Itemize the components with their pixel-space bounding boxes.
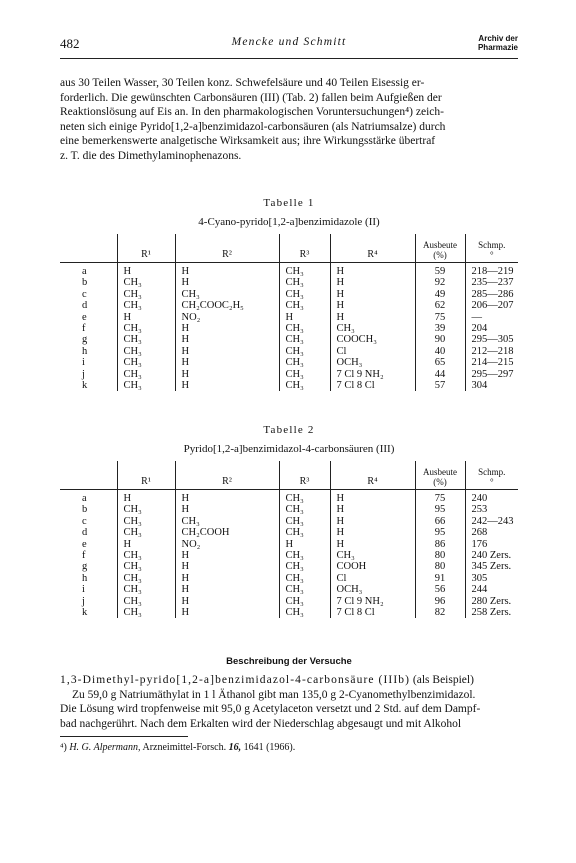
table1-label: Tabelle 1 <box>263 197 315 209</box>
cell-mp: 345 Zers. <box>465 561 518 572</box>
cell-r3: CH₃ <box>279 550 330 561</box>
table-row <box>60 323 518 334</box>
cell-mp: 244 <box>465 584 518 595</box>
row-label: h <box>82 572 88 584</box>
footnote-volume: 16, <box>228 742 242 753</box>
journal-name-line: Archiv der <box>478 34 518 43</box>
cell-r1: CH₃ <box>117 584 175 595</box>
text-line: z. T. die des Dimethylaminophenazons. <box>60 149 242 162</box>
text-line: Die Lösung wird tropfenweise mit 95,0 g Acetylaceton versetzt und 2 Std. auf dem Dampf- <box>60 703 481 716</box>
table-header-row <box>60 234 518 263</box>
table1-title: 4-Cyano-pyrido[1,2-a]benzimidazole (II) <box>198 216 380 228</box>
table-row <box>60 527 518 538</box>
cell-r4: COOCH₃ <box>330 334 415 345</box>
table-row <box>60 550 518 561</box>
cell-r3: CH₃ <box>279 490 330 505</box>
cell-r2: H <box>175 369 279 380</box>
text-line: bad nachgerührt. Nach dem Erkalten wird der Niederschlag abgesaugt und mit Alkohol <box>60 717 462 730</box>
cell-r2: H <box>175 561 279 572</box>
row-label: d <box>82 527 88 539</box>
mp-unit: ° <box>489 477 494 487</box>
column-header-r2: R² <box>175 461 279 490</box>
row-label: g <box>82 561 88 573</box>
cell-r3: CH₃ <box>279 573 330 584</box>
cell-r1: CH₃ <box>117 596 175 607</box>
header-rule <box>60 58 518 59</box>
cell-yield: 82 <box>415 607 465 618</box>
cell-r2: H <box>175 323 279 334</box>
cell-r2: CH₂COOH <box>175 527 279 538</box>
mp-unit: ° <box>489 250 494 260</box>
column-header-r4: R⁴ <box>330 234 415 263</box>
table2-title: Pyrido[1,2-a]benzimidazol-4-carbonsäuren (III) <box>183 443 395 455</box>
table1 <box>60 234 518 391</box>
row-label: j <box>82 368 85 380</box>
table-row <box>60 539 518 550</box>
compound-note: (als Beispiel) <box>412 674 474 686</box>
cell-r3: CH₃ <box>279 561 330 572</box>
cell-r1: CH₃ <box>117 527 175 538</box>
row-label: k <box>82 380 88 392</box>
row-label: i <box>82 357 85 369</box>
footnote-rule <box>60 736 188 737</box>
column-header-mp <box>465 234 518 263</box>
cell-yield: 39 <box>415 323 465 334</box>
table-row <box>60 516 518 527</box>
row-label: c <box>82 288 87 300</box>
cell-yield: 59 <box>415 263 465 278</box>
cell-r1: CH₃ <box>117 277 175 288</box>
table-row <box>60 357 518 368</box>
cell-r4: H <box>330 527 415 538</box>
cell-yield: 95 <box>415 527 465 538</box>
page-header <box>60 34 518 56</box>
cell-yield: 57 <box>415 380 465 391</box>
cell-r3: H <box>279 312 330 323</box>
cell-r2: H <box>175 584 279 595</box>
cell-yield: 49 <box>415 289 465 300</box>
footnote-author: H. G. Alpermann, <box>69 742 141 753</box>
cell-r1: CH₃ <box>117 504 175 515</box>
cell-yield: 56 <box>415 584 465 595</box>
table-row <box>60 263 518 278</box>
cell-r2: H <box>175 504 279 515</box>
cell-yield: 80 <box>415 550 465 561</box>
cell-r2: H <box>175 334 279 345</box>
cell-r3: CH₃ <box>279 346 330 357</box>
cell-r4: OCH₃ <box>330 584 415 595</box>
cell-yield: 75 <box>415 312 465 323</box>
yield-label: Ausbeute <box>423 467 457 477</box>
row-label: b <box>82 277 88 289</box>
cell-r1: CH₃ <box>117 561 175 572</box>
cell-mp: 280 Zers. <box>465 596 518 607</box>
cell-r3: CH₃ <box>279 596 330 607</box>
cell-r4: H <box>330 539 415 550</box>
footnote-pages: 1641 (1966). <box>243 742 296 753</box>
row-label: b <box>82 504 88 516</box>
text-line: Zu 59,0 g Natriumäthylat in 1 l Äthanol gibt man 135,0 g 2-Cyanomethylbenzimidazol. <box>72 688 476 701</box>
cell-r2: H <box>175 573 279 584</box>
text-line: neten sich einige Pyrido[1,2-a]benzimidazol-carbonsäuren (als Natriumsalze) durch <box>60 120 446 133</box>
row-label: a <box>82 266 87 277</box>
cell-yield: 66 <box>415 516 465 527</box>
cell-r4: CH₃ <box>330 323 415 334</box>
row-label: j <box>82 595 85 607</box>
cell-r4: H <box>330 263 415 278</box>
cell-r3: CH₃ <box>279 584 330 595</box>
cell-r4: Cl <box>330 573 415 584</box>
cell-yield: 62 <box>415 300 465 311</box>
cell-yield: 92 <box>415 277 465 288</box>
table-row <box>60 380 518 391</box>
footnote-marker: ⁴) <box>60 742 67 753</box>
column-header <box>60 234 117 263</box>
cell-r1: CH₃ <box>117 380 175 391</box>
section-heading: Beschreibung der Versuche <box>226 656 352 667</box>
cell-r4: H <box>330 312 415 323</box>
cell-r1: CH₃ <box>117 300 175 311</box>
table-row <box>60 300 518 311</box>
cell-r4: H <box>330 490 415 505</box>
yield-unit: (%) <box>433 477 447 487</box>
row-label: d <box>82 300 88 312</box>
table-header-row <box>60 461 518 490</box>
column-header-r4: R⁴ <box>330 461 415 490</box>
cell-r1: CH₃ <box>117 573 175 584</box>
cell-r3: CH₃ <box>279 357 330 368</box>
column-header-r2: R² <box>175 234 279 263</box>
cell-r3: CH₃ <box>279 300 330 311</box>
cell-mp: 285—286 <box>465 289 518 300</box>
column-header-mp <box>465 461 518 490</box>
cell-r3: CH₃ <box>279 323 330 334</box>
cell-r3: CH₃ <box>279 516 330 527</box>
table-row <box>60 289 518 300</box>
table-row <box>60 504 518 515</box>
cell-r1: CH₃ <box>117 289 175 300</box>
cell-mp: 258 Zers. <box>465 607 518 618</box>
cell-mp: 240 Zers. <box>465 550 518 561</box>
cell-r1: CH₃ <box>117 346 175 357</box>
row-label: h <box>82 345 88 357</box>
cell-mp: 295—305 <box>465 334 518 345</box>
cell-r2: H <box>175 550 279 561</box>
compound-heading <box>60 673 518 688</box>
cell-mp: 253 <box>465 504 518 515</box>
row-label: e <box>82 311 87 323</box>
table-row <box>60 561 518 572</box>
text-line: forderlich. Die gewünschten Carbonsäuren (III) (Tab. 2) fallen beim Aufgießen der <box>60 91 442 104</box>
cell-r2: H <box>175 346 279 357</box>
row-label: f <box>82 323 86 335</box>
column-header-r3: R³ <box>279 234 330 263</box>
cell-mp: 204 <box>465 323 518 334</box>
cell-mp: 305 <box>465 573 518 584</box>
cell-r1: CH₃ <box>117 357 175 368</box>
cell-yield: 75 <box>415 490 465 505</box>
cell-r2: H <box>175 263 279 278</box>
compound-name: 1,3-Dimethyl-pyrido[1,2-a]benzimidazol-4-carbonsäure (IIIb) <box>60 674 411 686</box>
cell-r3: CH₃ <box>279 607 330 618</box>
cell-r1: CH₃ <box>117 334 175 345</box>
cell-yield: 80 <box>415 561 465 572</box>
table-row <box>60 490 518 505</box>
intro-paragraph <box>60 76 518 164</box>
cell-mp: 206—207 <box>465 300 518 311</box>
journal-name <box>478 34 518 52</box>
cell-mp: 268 <box>465 527 518 538</box>
row-label: e <box>82 538 87 550</box>
footnote-journal: Arzneimittel-Forsch. <box>142 742 227 753</box>
cell-r4: H <box>330 289 415 300</box>
cell-mp: 235—237 <box>465 277 518 288</box>
table-row <box>60 607 518 618</box>
cell-yield: 40 <box>415 346 465 357</box>
row-label: i <box>82 584 85 596</box>
column-header <box>60 461 117 490</box>
cell-r1: H <box>117 490 175 505</box>
cell-mp: — <box>465 312 518 323</box>
column-header-yield <box>415 234 465 263</box>
cell-mp: 214—215 <box>465 357 518 368</box>
cell-r4: 7 Cl 9 NH₂ <box>330 369 415 380</box>
experimental-paragraph <box>60 673 518 731</box>
row-label: a <box>82 493 87 504</box>
journal-name-line: Pharmazie <box>477 43 518 52</box>
mp-label: Schmp. <box>478 467 506 477</box>
cell-yield: 96 <box>415 596 465 607</box>
cell-mp: 295—297 <box>465 369 518 380</box>
cell-r4: 7 Cl 8 Cl <box>330 380 415 391</box>
page-number: 482 <box>60 36 80 51</box>
cell-r3: CH₃ <box>279 334 330 345</box>
cell-r3: CH₃ <box>279 263 330 278</box>
cell-r1: H <box>117 312 175 323</box>
cell-r2: CH₃ <box>175 289 279 300</box>
cell-r3: CH₃ <box>279 380 330 391</box>
cell-r1: CH₃ <box>117 516 175 527</box>
cell-r1: CH₃ <box>117 369 175 380</box>
column-header-r1: R¹ <box>117 234 175 263</box>
cell-r2: H <box>175 490 279 505</box>
cell-r3: H <box>279 539 330 550</box>
cell-yield: 90 <box>415 334 465 345</box>
cell-r2: H <box>175 380 279 391</box>
cell-mp: 240 <box>465 490 518 505</box>
table-row <box>60 346 518 357</box>
cell-r2: CH₃ <box>175 516 279 527</box>
cell-mp: 212—218 <box>465 346 518 357</box>
table-row <box>60 277 518 288</box>
table-row <box>60 312 518 323</box>
table-row <box>60 369 518 380</box>
column-header-r3: R³ <box>279 461 330 490</box>
cell-r4: Cl <box>330 346 415 357</box>
cell-r2: H <box>175 277 279 288</box>
cell-r2: H <box>175 607 279 618</box>
cell-mp: 304 <box>465 380 518 391</box>
cell-yield: 86 <box>415 539 465 550</box>
yield-label: Ausbeute <box>423 240 457 250</box>
text-line: aus 30 Teilen Wasser, 30 Teilen konz. Schwefelsäure und 40 Teilen Eisessig er- <box>60 77 425 89</box>
mp-label: Schmp. <box>478 240 506 250</box>
cell-r2: NO₂ <box>175 312 279 323</box>
row-label: k <box>82 607 88 619</box>
cell-r2: H <box>175 357 279 368</box>
row-label: c <box>82 515 87 527</box>
cell-r4: 7 Cl 8 Cl <box>330 607 415 618</box>
cell-r3: CH₃ <box>279 527 330 538</box>
cell-r1: CH₃ <box>117 323 175 334</box>
cell-r4: H <box>330 504 415 515</box>
text-line: Reaktionslösung auf Eis an. In den pharmakologischen Voruntersuchungen⁴) zeich- <box>60 106 444 119</box>
cell-r4: COOH <box>330 561 415 572</box>
cell-mp: 176 <box>465 539 518 550</box>
cell-yield: 95 <box>415 504 465 515</box>
cell-r1: H <box>117 263 175 278</box>
cell-r4: OCH₃ <box>330 357 415 368</box>
cell-r4: H <box>330 277 415 288</box>
cell-r1: H <box>117 539 175 550</box>
table-row <box>60 573 518 584</box>
cell-r4: 7 Cl 9 NH₂ <box>330 596 415 607</box>
yield-unit: (%) <box>433 250 447 260</box>
column-header-yield <box>415 461 465 490</box>
footnote <box>60 742 518 753</box>
cell-yield: 65 <box>415 357 465 368</box>
cell-r4: CH₃ <box>330 550 415 561</box>
running-head: Mencke und Schmitt <box>231 36 347 48</box>
text-line: eine bemerkenswerte analgetische Wirksamkeit aus; ihre Wirkungsstärke übertraf <box>60 135 436 148</box>
cell-r3: CH₃ <box>279 277 330 288</box>
cell-r3: CH₃ <box>279 369 330 380</box>
cell-r1: CH₃ <box>117 607 175 618</box>
cell-r3: CH₃ <box>279 289 330 300</box>
cell-r4: H <box>330 300 415 311</box>
table-row <box>60 584 518 595</box>
table-row <box>60 334 518 345</box>
cell-r3: CH₃ <box>279 504 330 515</box>
table2-label: Tabelle 2 <box>263 424 315 436</box>
cell-yield: 44 <box>415 369 465 380</box>
cell-mp: 218—219 <box>465 263 518 278</box>
cell-r2: H <box>175 596 279 607</box>
cell-yield: 91 <box>415 573 465 584</box>
row-label: f <box>82 550 86 562</box>
row-label: g <box>82 334 88 346</box>
cell-r4: H <box>330 516 415 527</box>
cell-r2: CH₂COOC₂H₅ <box>175 300 279 311</box>
cell-mp: 242—243 <box>465 516 518 527</box>
table2 <box>60 461 518 618</box>
column-header-r1: R¹ <box>117 461 175 490</box>
cell-r2: NO₂ <box>175 539 279 550</box>
table-row <box>60 596 518 607</box>
cell-r1: CH₃ <box>117 550 175 561</box>
